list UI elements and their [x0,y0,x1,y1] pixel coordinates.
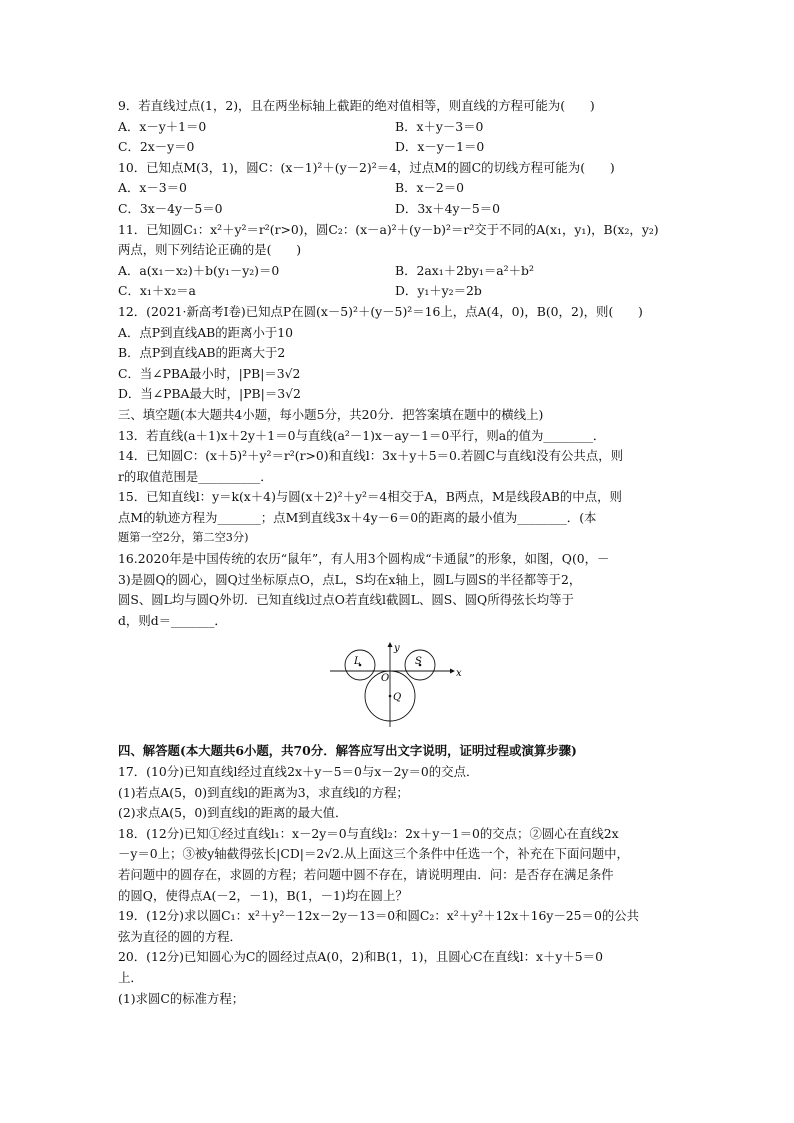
q15-line1: 15．已知直线l：y＝k(x＋4)与圆(x＋2)²＋y²＝4相交于A，B两点，M是线段AB的中点，则 [118,489,622,505]
q10-option-c: C．3x－4y－5＝0 [118,200,223,216]
q9-options-row1 [118,117,678,138]
q10-options-row2 [118,199,678,220]
q18-line2: －y＝0上；③被y轴截得弦长|CD|＝2√2.从上面这三个条件中任选一个，补充在下面问题中， [118,846,629,862]
q11-option-a: A．a(x₁－x₂)＋b(y₁－y₂)＝0 [118,262,280,278]
q-label: Q [393,692,402,704]
s-label: S [415,656,422,668]
q17-line2: (1)若点A(5，0)到直线l的距离为3，求直线l的方程； [118,784,409,800]
section-3-heading: 三、填空题(本大题共4小题，每小题5分，共20分．把答案填在题中的横线上) [118,406,544,422]
exam-page [118,96,678,1009]
y-axis-arrow [388,642,393,647]
circles-diagram [328,641,468,729]
q9-option-d: D．x－y－1＝0 [395,139,485,155]
q11-option-b: B．2ax₁＋2by₁＝a²＋b² [395,262,534,278]
x-axis-arrow [450,669,455,674]
q14-line1: 14．已知圆C：(x＋5)²＋y²＝r²(r>0)和直线l：3x＋y＋5＝0.若圆C与直线l没有公共点，则 [118,448,623,464]
q10-options-row1 [118,178,678,199]
q11-option-c: C．x₁＋x₂＝a [118,283,196,299]
q9-option-b: B．x＋y－3＝0 [395,118,484,134]
q9-options-row2 [118,137,678,158]
q9-option-c: C．2x－y＝0 [118,139,195,155]
q11-options-row1 [118,261,678,282]
q10-option-a: A．x－3＝0 [118,180,187,196]
q16-line4: d，则d＝_______． [118,612,227,628]
q11-option-d: D．y₁＋y₂＝2b [395,283,482,299]
q19-line1: 19．(12分)求以圆C₁：x²＋y²－12x－2y－13＝0和圆C₂：x²＋y²＋12x＋16y－25＝0的公共 [118,908,639,924]
q9-option-a: A．x－y＋1＝0 [118,118,207,134]
q15-line2: 点M的轨迹方程为_______；点M到直线3x＋4y－6＝0的距离的最小值为________．(本 [118,509,597,525]
q12-option-b: B．点P到直线AB的距离大于2 [118,345,286,361]
q18-line1: 18．(12分)已知①经过直线l₁：x－2y＝0与直线l₂：2x＋y－1＝0的交点；②圆心在直线2x [118,825,619,841]
q19-line2: 弦为直径的圆的方程． [118,928,242,944]
q20-line3: (1)求圆C的标准方程； [118,990,245,1006]
x-label: x [456,668,462,680]
q16-line3: 圆S、圆L均与圆Q外切．已知直线l过点O若直线l截圆L、圆S、圆Q所得弦长均等于 [118,592,574,608]
q10-option-d: D．3x＋4y－5＝0 [395,200,501,216]
q10-option-b: B．x－2＝0 [395,180,465,196]
q12-option-d: D．当∠PBA最大时，|PB|＝3√2 [118,386,301,402]
q11-options-row2 [118,281,678,302]
q18-line4: 的圆Q，使得点A(－2，－1)，B(1，－1)均在圆上？ [118,887,408,903]
o-label: O [381,673,390,685]
q11-stem-line1: 11．已知圆C₁：x²＋y²＝r²(r>0)，圆C₂：(x－a)²＋(y－b)²＝r²交于不同的A(x₁，y₁)，B(x₂，y₂) [118,221,659,237]
q16-line2: 3)是圆Q的圆心，圆Q过坐标原点O，点L，S均在x轴上，圆L与圆S的半径都等于2， [118,571,582,587]
q20-line1: 20．(12分)已知圆心为C的圆经过点A(0，2)和B(1，1)，且圆心C在直线l：x＋y＋5＝0 [118,949,603,965]
q20-line2: 上． [118,969,143,985]
q9-stem: 9．若直线过点(1，2)，且在两坐标轴上截距的绝对值相等，则直线的方程可能为( ) [118,98,595,113]
q13: 13．若直线(a＋1)x＋2y＋1＝0与直线(a²－1)x－ay－1＝0平行，则a的值为________． [118,427,606,443]
q12-option-c: C．当∠PBA最小时，|PB|＝3√2 [118,365,301,381]
q15-line3: 题第一空2分，第二空3分) [118,531,249,545]
q10-stem: 10．已知点M(3，1)，圆C：(x－1)²＋(y－2)²＝4，过点M的圆C的切线方程可能为( ) [118,159,615,175]
q12-stem: 12．(2021·新高考Ⅰ卷)已知点P在圆(x－5)²＋(y－5)²＝16上，点A(4，0)，B(0，2)，则( ) [118,303,643,319]
q11-stem-line2: 两点，则下列结论正确的是( ) [118,242,302,258]
cartoon-mouse-figure [118,641,678,727]
q16-line1: 16.2020年是中国传统的农历“鼠年”，有人用3个圆构成“卡通鼠”的形象，如图，Q(0，－ [118,551,610,567]
section-4-heading: 四、解答题(本大题共6小题，共70分．解答应写出文字说明，证明过程或演算步骤) [118,743,577,759]
q14-line2: r的取值范围是__________． [118,468,273,484]
q18-line3: 若问题中的圆存在，求圆的方程；若问题中圆不存在，请说明理由．问：是否存在满足条件 [118,867,614,882]
q17-line3: (2)求点A(5，0)到直线l的距离的最大值． [118,805,348,821]
y-label: y [394,643,400,655]
q17-line1: 17．(10分)已知直线l经过直线2x＋y－5＝0与x－2y＝0的交点． [118,764,479,780]
center-q [389,695,392,698]
l-label: L [354,656,361,668]
q12-option-a: A．点P到直线AB的距离小于10 [118,324,294,340]
